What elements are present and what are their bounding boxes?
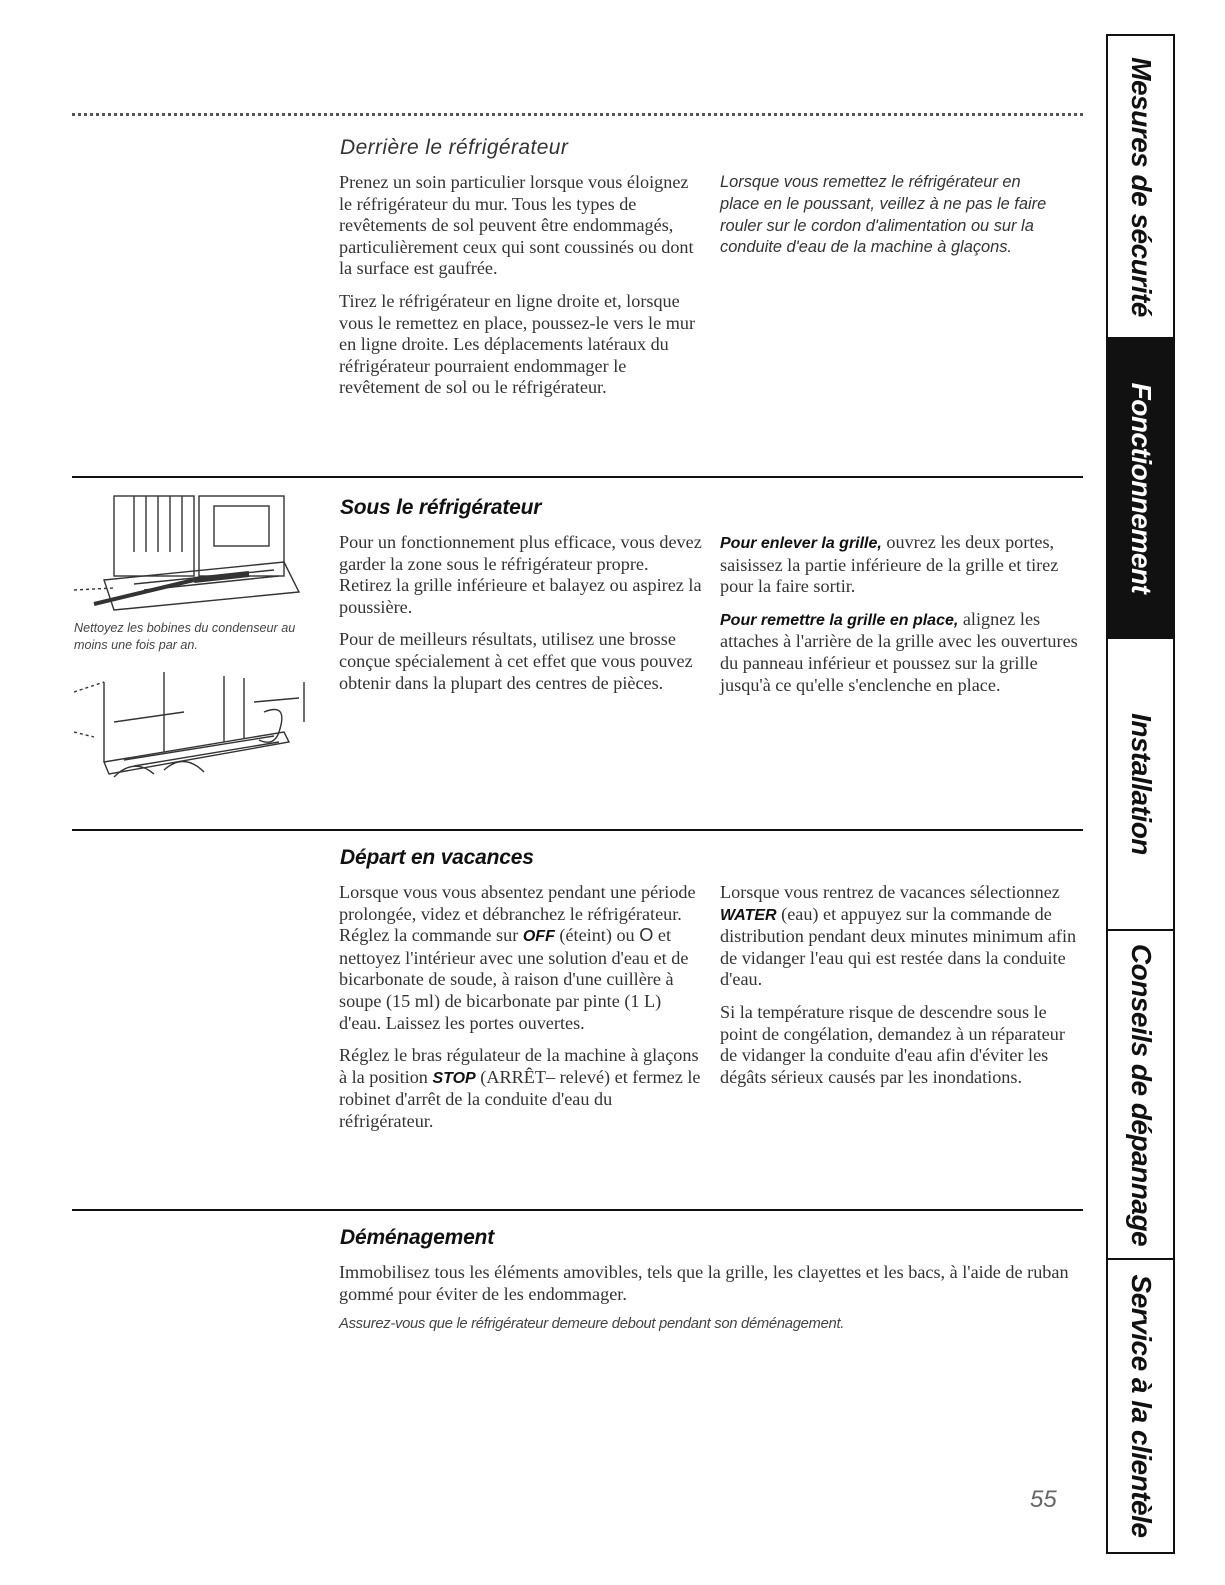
behind-note: Lorsque vous remettez le réfrigérateur en place en le poussant, veillez à ne pas le faire rouler sur le cordon d'alimentation ou sur la conduite d'eau de la machine à glaçons. bbox=[720, 173, 1047, 257]
moving-column bbox=[339, 1262, 1079, 1332]
vacation-freeze-paragraph: Si la température risque de descendre sous le point de congélation, demandez à un réparateur de vidanger la conduite d'eau afin d'éviter les dégâts sérieux causés par les inondations. bbox=[720, 1001, 1065, 1087]
heading-vacation: Départ en vacances bbox=[340, 846, 534, 869]
replace-grille-lead: Pour remettre la grille en place, bbox=[720, 611, 959, 629]
vacation-r1-text-b: (eau) et appuyez sur la commande de distribution pendant deux minutes minimum afin de vidanger l'eau qui est restée dans la conduite d'eau. bbox=[720, 903, 1077, 990]
vacation-p1-text-c: et nettoyez l'intérieur avec une solution d'eau et de bicarbonate de soude, à raison d'une cuillère à soupe (15 ml) de bicarbonate par pinte (1 L) d'eau. Laissez les portes ouvertes. bbox=[339, 925, 689, 1033]
remove-grille-paragraph bbox=[720, 532, 1080, 598]
replace-grille-paragraph bbox=[720, 609, 1080, 696]
vacation-p1-text-a: Lorsque vous vous absentez pendant une période prolongée, videz et débranchez le réfrigérateur. Réglez la commande sur bbox=[339, 882, 696, 946]
behind-right-column bbox=[720, 172, 1060, 259]
vacation-paragraph-1 bbox=[339, 882, 704, 1034]
vacation-right-column bbox=[720, 882, 1080, 1099]
tab-conseils-de-depannage[interactable] bbox=[1108, 931, 1173, 1260]
tab-label: Fonctionnement bbox=[1125, 382, 1157, 594]
condenser-cleaning-illustration bbox=[74, 492, 314, 612]
tab-label: Installation bbox=[1125, 713, 1157, 855]
section-tabs bbox=[1106, 34, 1175, 1554]
section-rule bbox=[72, 1209, 1083, 1211]
tab-installation[interactable] bbox=[1108, 639, 1173, 931]
condenser-caption-box bbox=[74, 620, 314, 654]
tab-mesures-de-securite[interactable] bbox=[1108, 36, 1173, 339]
behind-paragraph-2: Tirez le réfrigérateur en ligne droite et, lorsque vous le remettez en place, poussez-le vers le mur en ligne droite. Les déplacements latéraux du réfrigérateur pourraient endommager le revêtement de sol ou le réfrigérateur. bbox=[339, 290, 696, 398]
vacation-r1-text-a: Lorsque vous rentrez de vacances sélectionnez bbox=[720, 882, 1060, 902]
grille-removal-illustration bbox=[74, 662, 314, 787]
water-keyword: WATER bbox=[720, 906, 777, 924]
tab-label: Service à la clientèle bbox=[1125, 1274, 1157, 1538]
moving-note: Assurez-vous que le réfrigérateur demeure debout pendant son déménagement. bbox=[339, 1316, 845, 1333]
section-rule bbox=[72, 829, 1083, 831]
vacation-return-paragraph bbox=[720, 882, 1080, 991]
under-paragraph-2: Pour de meilleurs résultats, utilisez une brosse conçue spécialement à cet effet que vous pouvez obtenir dans la plupart des centres de pièces. bbox=[339, 629, 693, 693]
page-number: 55 bbox=[1030, 1486, 1057, 1513]
tab-label: Mesures de sécurité bbox=[1125, 56, 1157, 317]
section-rule bbox=[72, 476, 1083, 478]
vacation-p2-text-b: (ARRÊT– relevé) et fermez le robinet d'arrêt de la conduite d'eau du réfrigérateur. bbox=[339, 1066, 701, 1131]
vacation-p2-text-a: Réglez le bras régulateur de la machine à glaçons à la position bbox=[339, 1045, 699, 1087]
tab-label: Conseils de dépannage bbox=[1125, 943, 1157, 1246]
condenser-caption: Nettoyez les bobines du condenseur au moins une fois par an. bbox=[74, 621, 296, 652]
under-paragraph-1: Pour un fonctionnement plus efficace, vous devez garder la zone sous le réfrigérateur propre. Retirez la grille inférieure et balayez ou aspirez la poussière. bbox=[339, 532, 702, 617]
vacation-paragraph-2 bbox=[339, 1045, 704, 1132]
vacation-p1-text-b: (éteint) ou bbox=[554, 925, 640, 946]
under-left-column bbox=[339, 532, 704, 705]
under-right-column bbox=[720, 532, 1080, 707]
vacation-left-column bbox=[339, 882, 704, 1144]
replace-grille-text: alignez les attaches à l'arrière de la grille avec les ouvertures du panneau inférieur et poussez sur la grille jusqu'à ce qu'elle s'enclenche en place. bbox=[720, 608, 1078, 695]
top-dotted-rule bbox=[72, 113, 1083, 116]
heading-moving: Déménagement bbox=[340, 1226, 494, 1249]
heading-behind: Derrière le réfrigérateur bbox=[340, 136, 569, 159]
moving-paragraph: Immobilisez tous les éléments amovibles, tels que la grille, les clayettes et les bacs, à l'aide de ruban gommé pour éviter de les endommager. bbox=[339, 1262, 1069, 1304]
off-keyword: OFF bbox=[522, 928, 555, 946]
off-symbol-icon: O bbox=[639, 925, 654, 946]
tab-fonctionnement[interactable] bbox=[1108, 339, 1173, 639]
remove-grille-text: ouvrez les deux portes, saisissez la partie inférieure de la grille et tirez pour la faire sortir. bbox=[720, 532, 1059, 597]
behind-paragraph-1: Prenez un soin particulier lorsque vous éloignez le réfrigérateur du mur. Tous les types de revêtements de sol peuvent être endommagés, particulièrement ceux qui sont coussinés ou dont la surface est gaufrée. bbox=[339, 172, 694, 279]
stop-keyword: STOP bbox=[432, 1069, 476, 1087]
tab-service-a-la-clientele[interactable] bbox=[1108, 1260, 1173, 1552]
behind-left-column bbox=[339, 172, 704, 410]
heading-under: Sous le réfrigérateur bbox=[340, 496, 542, 519]
remove-grille-lead: Pour enlever la grille, bbox=[720, 535, 882, 552]
